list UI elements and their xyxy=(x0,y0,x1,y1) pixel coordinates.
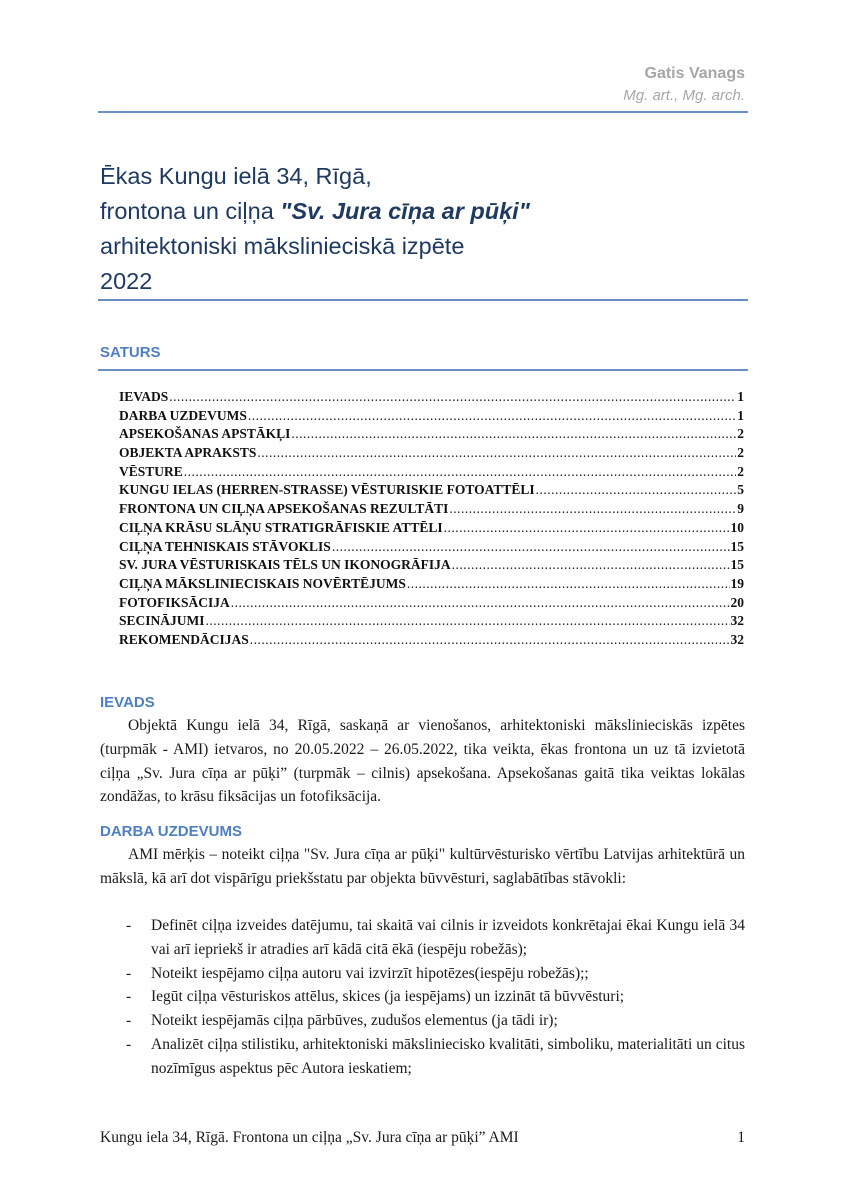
toc-entry-page: 9 xyxy=(737,501,744,517)
toc-leader-dots xyxy=(250,632,730,648)
list-item xyxy=(100,1009,745,1033)
toc-entry[interactable] xyxy=(119,632,744,651)
task-text: AMI mērķis – noteikt ciļņa "Sv. Jura cīņa ar pūķi" kultūrvēsturisko vērtību Latvijas arhitektūrā un mākslā, kā arī dot vispārīgu priekšstatu par objekta būvvēsturi, saglabātības stāvokli: xyxy=(100,846,745,887)
author-degree: Mg. art., Mg. arch. xyxy=(623,87,745,104)
page-footer xyxy=(100,1129,745,1147)
list-dash: - xyxy=(126,1012,132,1030)
toc-leader-dots xyxy=(257,445,736,461)
toc-rule xyxy=(98,369,748,371)
toc-entry[interactable] xyxy=(119,501,744,520)
toc-leader-dots xyxy=(169,389,736,405)
toc-entry-page: 32 xyxy=(730,613,744,629)
title-line-2 xyxy=(100,194,760,229)
list-item-text: Definēt ciļņa izveides datējumu, tai skaitā vai cilnis ir izveidots konkrētajai ēkai Kungu ielā 34 vai arī iepriekš ir atradies arī kādā citā ēkā (iespēju robežās); xyxy=(151,917,745,958)
list-item xyxy=(100,985,745,1009)
toc-entry-page: 15 xyxy=(730,557,744,573)
toc-entry[interactable] xyxy=(119,426,744,445)
table-of-contents xyxy=(119,389,744,651)
toc-entry-page: 2 xyxy=(737,463,744,479)
toc-entry-page: 1 xyxy=(737,389,744,404)
task-heading: DARBA UZDEVUMS xyxy=(100,823,242,840)
toc-entry-page: 15 xyxy=(730,538,744,554)
title-rule xyxy=(98,299,748,301)
list-item-text: Noteikt iespējamo ciļņa autoru vai izvirzīt hipotēzes(iespēju robežās);; xyxy=(151,964,589,982)
toc-entry-label: CIĻŅA TEHNISKAIS STĀVOKLIS xyxy=(119,538,331,554)
task-list xyxy=(100,914,745,1081)
toc-entry[interactable] xyxy=(119,389,744,408)
toc-entry-page: 1 xyxy=(737,407,744,423)
toc-heading: SATURS xyxy=(100,344,161,361)
toc-leader-dots xyxy=(449,501,736,517)
footer-page-number: 1 xyxy=(737,1129,745,1146)
title-line-4: 2022 xyxy=(100,268,153,294)
toc-entry-label: SV. JURA VĒSTURISKAIS TĒLS UN IKONOGRĀFIJA xyxy=(119,557,451,573)
toc-entry-label: SECINĀJUMI xyxy=(119,613,205,629)
toc-entry[interactable] xyxy=(119,482,744,501)
title-line-3: arhitektoniski mākslinieciskā izpēte xyxy=(100,233,465,259)
toc-leader-dots xyxy=(231,595,730,611)
toc-entry-label: IEVADS xyxy=(119,389,169,404)
toc-leader-dots xyxy=(291,426,736,442)
toc-entry-page: 32 xyxy=(730,631,744,647)
toc-leader-dots xyxy=(332,539,730,555)
toc-entry-page: 5 xyxy=(737,482,744,498)
toc-entry-label: CIĻŅA KRĀSU SLĀŅU STRATIGRĀFISKIE ATTĒLI xyxy=(119,519,443,535)
toc-entry[interactable] xyxy=(119,539,744,558)
list-item-text: Analizēt ciļņa stilistiku, arhitektoniski mākslinieciskо kvalitāti, simboliku, materialitāti un citus nozīmīgus aspektus pēc Autora ieskatiem; xyxy=(151,1035,745,1077)
toc-entry[interactable] xyxy=(119,520,744,539)
task-paragraph xyxy=(100,843,745,891)
toc-entry[interactable] xyxy=(119,464,744,483)
title-line-1: Ēkas Kungu ielā 34, Rīgā, xyxy=(100,163,372,189)
toc-entry-label: DARBA UZDEVUMS xyxy=(119,407,247,423)
toc-entry-page: 2 xyxy=(737,445,744,461)
intro-paragraph xyxy=(100,714,745,809)
title-relief-name: "Sv. Jura cīņa ar pūķi" xyxy=(280,198,530,224)
title-line-2-text: frontona un ciļņa xyxy=(100,198,281,224)
toc-entry-page: 2 xyxy=(737,426,744,442)
toc-entry-page: 20 xyxy=(730,594,744,610)
author-block xyxy=(623,63,745,107)
toc-entry-label: CIĻŅA MĀKSLINIECISKAIS NOVĒRTĒJUMS xyxy=(119,575,406,591)
toc-entry[interactable] xyxy=(119,613,744,632)
toc-leader-dots xyxy=(248,408,736,424)
toc-leader-dots xyxy=(536,482,737,498)
toc-leader-dots xyxy=(184,464,736,480)
list-item xyxy=(100,1033,745,1081)
toc-leader-dots xyxy=(444,520,730,536)
toc-leader-dots xyxy=(407,576,730,592)
toc-entry[interactable] xyxy=(119,595,744,614)
footer-text: Kungu iela 34, Rīgā. Frontona un ciļņa „Sv. Jura cīņa ar pūķi” AMI xyxy=(100,1129,519,1146)
toc-entry-page: 10 xyxy=(730,519,744,535)
toc-entry[interactable] xyxy=(119,445,744,464)
toc-entry-label: FOTOFIKSĀCIJA xyxy=(119,594,230,610)
toc-leader-dots xyxy=(206,613,730,629)
toc-entry-label: OBJEKTA APRAKSTS xyxy=(119,445,257,461)
list-item xyxy=(100,914,745,962)
list-item-text: Noteikt iespējamās ciļņa pārbūves, zudušos elementus (ja tādi ir); xyxy=(151,1012,558,1030)
intro-heading: IEVADS xyxy=(100,694,155,711)
list-dash: - xyxy=(126,1035,132,1053)
list-dash: - xyxy=(126,988,132,1006)
list-dash: - xyxy=(126,964,132,982)
list-item xyxy=(100,962,745,986)
list-dash: - xyxy=(126,917,132,934)
toc-entry-label: APSEKOŠANAS APSTĀKĻI xyxy=(119,426,291,442)
toc-entry-label: FRONTONA UN CIĻŅA APSEKOŠANAS REZULTĀTI xyxy=(119,501,449,517)
document-title xyxy=(100,159,760,299)
intro-text: Objektā Kungu ielā 34, Rīgā, saskaņā ar vienošanos, arhitektoniski mākslinieciskās izpētes (turpmāk - AMI) ietvaros, no 20.05.2022 – 26.05.2022, tika veikta, ēkas frontona un uz tā izvietotā ciļņa „Sv. Jura cīņa ar pūķi” (turpmāk – cilnis) apsekošana. Apsekošanas gaitā tika veiktas lokālas zondāžas, to krāsu fiksācijas un fotofiksācija. xyxy=(100,717,745,806)
toc-leader-dots xyxy=(452,557,730,573)
toc-entry-label: REKOMENDĀCIJAS xyxy=(119,631,249,647)
toc-entry[interactable] xyxy=(119,408,744,427)
toc-entry[interactable] xyxy=(119,557,744,576)
header-rule xyxy=(98,111,748,113)
toc-entry-label: KUNGU IELAS (HERREN-STRASSE) VĒSTURISKIE FOTOATTĒLI xyxy=(119,482,535,498)
author-name: Gatis Vanags xyxy=(644,65,745,82)
toc-entry-page: 19 xyxy=(730,575,744,591)
toc-entry-label: VĒSTURE xyxy=(119,463,183,479)
toc-entry[interactable] xyxy=(119,576,744,595)
list-item-text: Iegūt ciļņa vēsturiskos attēlus, skices (ja iespējams) un izzināt tā būvvēsturi; xyxy=(151,988,625,1006)
